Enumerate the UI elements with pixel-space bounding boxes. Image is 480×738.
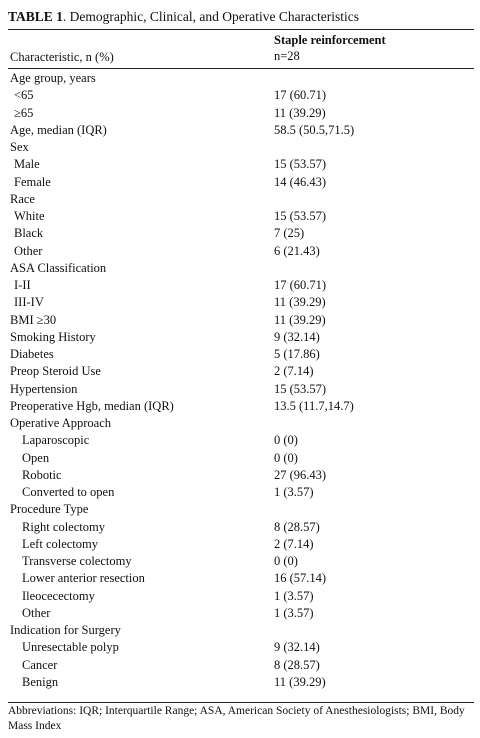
row-value: 13.5 (11.7,14.7) xyxy=(274,398,354,413)
table-row xyxy=(0,174,480,191)
table-row xyxy=(0,588,480,605)
row-label: Black xyxy=(14,226,44,241)
table-row xyxy=(0,605,480,622)
row-label: Sex xyxy=(10,140,29,154)
row-label: Male xyxy=(14,157,40,172)
row-value: 0 (0) xyxy=(274,450,298,465)
table-row xyxy=(0,105,480,122)
row-value: 58.5 (50.5,71.5) xyxy=(274,122,355,137)
table-row xyxy=(0,484,480,501)
row-label: Robotic xyxy=(22,467,62,482)
row-value: 14 (46.43) xyxy=(274,174,327,189)
table-row xyxy=(0,536,480,553)
table-row xyxy=(0,501,480,518)
row-label: Race xyxy=(10,191,35,206)
table-row xyxy=(0,156,480,173)
header-characteristic: Characteristic, n (%) xyxy=(10,50,114,64)
table-row xyxy=(0,570,480,587)
table-title-number: TABLE 1 xyxy=(8,9,63,24)
row-label: Female xyxy=(14,174,51,189)
row-label: Unresectable polyp xyxy=(22,640,119,655)
row-value: 1 (3.57) xyxy=(274,485,314,499)
row-value: 27 (96.43) xyxy=(274,467,327,482)
table-row xyxy=(0,208,480,225)
row-value: 6 (21.43) xyxy=(274,243,320,258)
row-value: 8 (28.57) xyxy=(274,657,320,672)
table-row xyxy=(0,87,480,104)
table-footnote: Abbreviations: IQR; Interquartile Range; ASA, American Society of Anesthesiologists; BMI, Body Mass Index xyxy=(8,705,465,732)
row-label: BMI ≥30 xyxy=(10,312,57,327)
row-value: 1 (3.57) xyxy=(274,605,314,620)
table-row xyxy=(0,432,480,449)
table-row xyxy=(0,450,480,467)
row-value: 11 (39.29) xyxy=(274,312,326,327)
table-row xyxy=(0,363,480,380)
top-rule xyxy=(8,29,474,30)
table-row xyxy=(0,674,480,691)
row-value: 7 (25) xyxy=(274,226,305,241)
row-label: III-IV xyxy=(14,295,44,310)
header-n: n=28 xyxy=(274,49,300,63)
header-staple-label: Staple reinforcement xyxy=(274,33,386,47)
row-value: 1 (3.57) xyxy=(274,588,314,603)
row-value: 9 (32.14) xyxy=(274,640,320,655)
row-value: 2 (7.14) xyxy=(274,536,314,551)
row-value: 15 (53.57) xyxy=(274,157,327,172)
row-label: Preoperative Hgb, median (IQR) xyxy=(10,398,174,413)
row-label: Lower anterior resection xyxy=(22,571,145,586)
row-label: Laparoscopic xyxy=(22,433,90,448)
row-value: 9 (32.14) xyxy=(274,329,320,344)
row-label: Converted to open xyxy=(22,485,115,499)
row-value: 0 (0) xyxy=(274,433,298,448)
row-label: Cancer xyxy=(22,657,58,672)
table-row xyxy=(0,312,480,329)
row-label: Indication for Surgery xyxy=(10,623,121,637)
row-label: Left colectomy xyxy=(22,536,99,551)
table-row xyxy=(0,70,480,87)
row-value: 8 (28.57) xyxy=(274,519,320,534)
table-row xyxy=(0,398,480,415)
row-label: <65 xyxy=(14,88,34,103)
row-label: Smoking History xyxy=(10,329,96,344)
table-row xyxy=(0,260,480,277)
row-value: 11 (39.29) xyxy=(274,105,326,120)
header-staple-reinforcement xyxy=(274,32,386,64)
table-row xyxy=(0,243,480,260)
table-row xyxy=(0,294,480,311)
row-value: 2 (7.14) xyxy=(274,364,314,379)
row-label: ≥65 xyxy=(14,105,34,120)
row-label: Other xyxy=(22,605,51,620)
header-rule xyxy=(8,68,474,69)
table-row xyxy=(0,329,480,346)
row-label: Diabetes xyxy=(10,347,54,361)
row-label: Open xyxy=(22,450,50,465)
row-label: White xyxy=(14,209,45,223)
table-row xyxy=(0,277,480,294)
table-row xyxy=(0,639,480,656)
row-label: Age group, years xyxy=(10,71,96,85)
row-value: 17 (60.71) xyxy=(274,278,327,292)
row-label: Age, median (IQR) xyxy=(10,122,107,137)
row-value: 11 (39.29) xyxy=(274,674,326,689)
row-label: I-II xyxy=(14,278,31,292)
table-row xyxy=(0,381,480,398)
row-label: ASA Classification xyxy=(10,260,107,275)
table-title xyxy=(8,8,474,26)
row-label: Hypertension xyxy=(10,381,78,396)
row-value: 16 (57.14) xyxy=(274,571,327,586)
row-value: 11 (39.29) xyxy=(274,295,326,310)
table-row xyxy=(0,139,480,156)
table-row xyxy=(0,346,480,363)
row-label: Right colectomy xyxy=(22,519,105,534)
table-row xyxy=(0,122,480,139)
row-value: 15 (53.57) xyxy=(274,209,327,223)
table-body xyxy=(0,70,480,691)
table-row xyxy=(0,622,480,639)
table-row xyxy=(0,191,480,208)
row-label: Other xyxy=(14,243,43,258)
table-row xyxy=(0,467,480,484)
row-value: 15 (53.57) xyxy=(274,381,327,396)
table-row xyxy=(0,553,480,570)
row-label: Transverse colectomy xyxy=(22,554,132,568)
table-row xyxy=(0,225,480,242)
row-label: Ileocecectomy xyxy=(22,588,95,603)
table-row xyxy=(0,415,480,432)
table-row xyxy=(0,657,480,674)
row-label: Procedure Type xyxy=(10,502,89,517)
row-value: 17 (60.71) xyxy=(274,88,327,103)
table-row xyxy=(0,519,480,536)
table-title-text: . Demographic, Clinical, and Operative Characteristics xyxy=(62,9,360,24)
row-label: Preop Steroid Use xyxy=(10,364,101,379)
row-value: 5 (17.86) xyxy=(274,347,320,361)
row-label: Benign xyxy=(22,674,59,689)
row-value: 0 (0) xyxy=(274,554,298,568)
row-label: Operative Approach xyxy=(10,416,112,430)
bottom-rule xyxy=(8,702,474,703)
